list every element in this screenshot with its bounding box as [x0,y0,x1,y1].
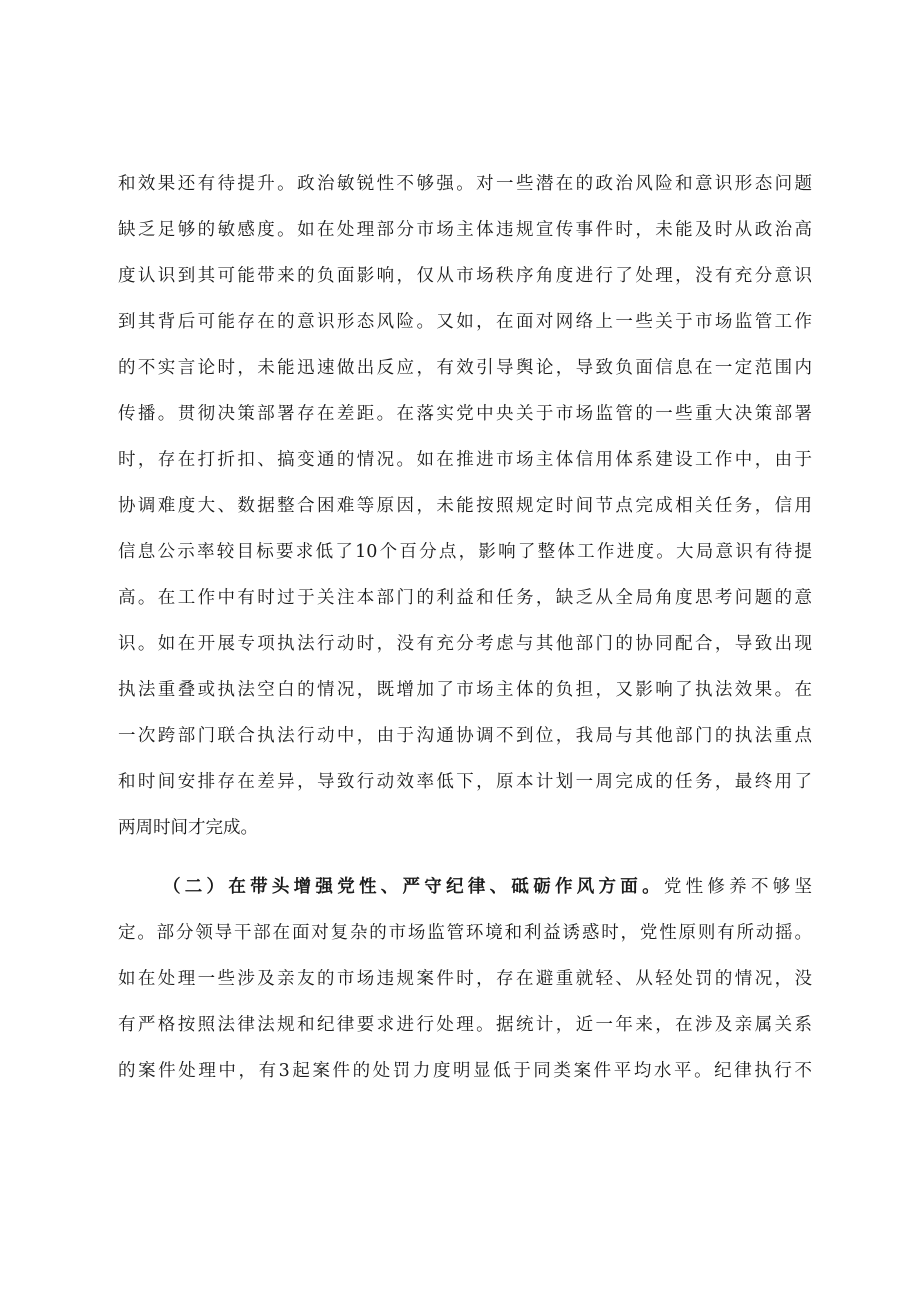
text-line: 和时间安排存在差异，导致行动效率低下，原本计划一周完成的任务，最终用了 [118,772,812,792]
text-line: 定。部分领导干部在面对复杂的市场监管环境和利益诱惑时，党性原则有所动摇。 [118,923,812,943]
text-line: 如在处理一些涉及亲友的市场违规案件时，存在避重就轻、从轻处罚的情况，没 [118,969,812,989]
text-line: 传播。贯彻决策部署存在差距。在落实党中央关于市场监管的一些重大决策部署 [118,404,812,424]
section-heading: （二）在带头增强党性、严守纪律、砥砺作风方面。 [163,877,664,897]
text-line: 两周时间才完成。 [118,818,258,838]
text-run: 党性修养不够坚 [663,877,812,897]
text-line: 一次跨部门联合执法行动中，由于沟通协调不到位，我局与其他部门的执法重点 [118,726,812,746]
section-heading-line [163,875,812,899]
text-line: 时，存在打折扣、搞变通的情况。如在推进市场主体信用体系建设工作中，由于 [118,450,812,470]
text-line: 的不实言论时，未能迅速做出反应，有效引导舆论，导致负面信息在一定范围内 [118,358,812,378]
text-line: 的案件处理中，有3起案件的处罚力度明显低于同类案件平均水平。纪律执行不 [118,1061,812,1081]
text-line: 执法重叠或执法空白的情况，既增加了市场主体的负担，又影响了执法效果。在 [118,680,812,700]
text-line: 协调难度大、数据整合困难等原因，未能按照规定时间节点完成相关任务，信用 [118,496,812,516]
text-line: 信息公示率较目标要求低了10个百分点，影响了整体工作进度。大局意识有待提 [118,542,812,562]
text-line: 缺乏足够的敏感度。如在处理部分市场主体违规宣传事件时，未能及时从政治高 [118,220,812,240]
text-line: 度认识到其可能带来的负面影响，仅从市场秩序角度进行了处理，没有充分意识 [118,266,812,286]
text-line: 识。如在开展专项执法行动时，没有充分考虑与其他部门的协同配合，导致出现 [118,634,812,654]
text-line: 到其背后可能存在的意识形态风险。又如，在面对网络上一些关于市场监管工作 [118,312,812,332]
text-line: 有严格按照法律法规和纪律要求进行处理。据统计，近一年来，在涉及亲属关系 [118,1015,812,1035]
text-line: 高。在工作中有时过于关注本部门的利益和任务，缺乏从全局角度思考问题的意 [118,588,812,608]
text-line: 和效果还有待提升。政治敏锐性不够强。对一些潜在的政治风险和意识形态问题 [118,174,812,194]
